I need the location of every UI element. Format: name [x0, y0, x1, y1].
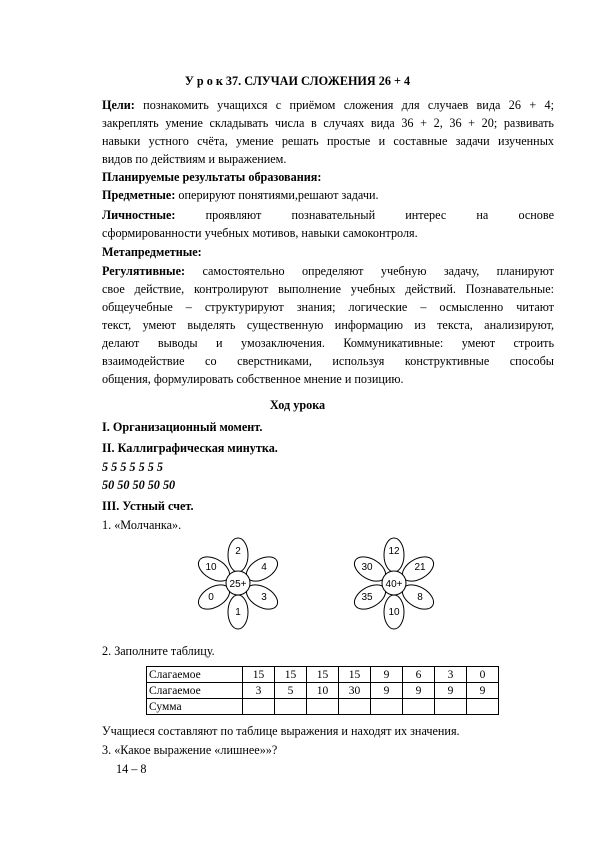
table-cell: 9 — [435, 683, 467, 699]
table-cell: 9 — [371, 683, 403, 699]
regulatory-line-7: общения, формулировать собственное мнение и позицию. — [102, 372, 404, 386]
goals-line-4: видов по действиям и выражением. — [102, 152, 287, 166]
addition-table — [146, 666, 499, 715]
flower1-petal-label-6: 10 — [205, 562, 217, 573]
goals-line-3: навыки устного счёта, умение решать простые и составные задачи изученных — [102, 134, 554, 148]
flower2-petal-label-3: 8 — [417, 592, 423, 603]
regulatory-line-2: свое действие, контролируют выполнение учебных действий. Познавательные: — [102, 282, 554, 296]
goals-label: Цели: — [102, 98, 135, 112]
regulatory-line-5: делают выводы и умозаключения. Коммуникативные: умеют строить — [102, 336, 554, 350]
flower1-center-label: 25+ — [229, 579, 247, 590]
personal-line-2: сформированности учебных мотивов, навыки самоконтроля. — [102, 226, 418, 240]
lesson-progress-heading: Ход урока — [269, 398, 326, 412]
table-row — [147, 683, 499, 699]
table-cell: 9 — [403, 683, 435, 699]
flower-diagram-2 — [349, 537, 439, 631]
flower2-petal-label-6: 30 — [361, 562, 373, 573]
flower2-center-label: 40+ — [385, 579, 403, 590]
flower2-petal-label-5: 35 — [361, 592, 373, 603]
section-1: I. Организационный момент. — [102, 420, 263, 434]
table-cell: 3 — [435, 667, 467, 683]
goals-line-2: закреплять умение складывать числа в случаях вида 36 + 2, 36 + 20; развивать — [102, 116, 554, 130]
expression-line: 14 – 8 — [116, 762, 147, 776]
regulatory-label: Регулятивные: — [102, 264, 186, 278]
table-row — [147, 667, 499, 683]
table-cell: 9 — [467, 683, 499, 699]
table-cell-empty — [243, 699, 275, 715]
table-cell: 15 — [275, 667, 307, 683]
personal-line-1 — [102, 208, 554, 222]
table-cell-empty — [275, 699, 307, 715]
meta-heading: Метапредметные: — [102, 245, 202, 259]
calligraphy-row-2: 50 50 50 50 50 — [102, 478, 176, 492]
table-row — [147, 699, 499, 715]
flower1-petal-label-2: 4 — [261, 562, 267, 573]
table-cell-empty — [403, 699, 435, 715]
table-cell: 10 — [307, 683, 339, 699]
goals-text-1: познакомить учащихся с приёмом сложения для случаев вида 26 + 4; — [143, 98, 555, 112]
table-cell: 6 — [403, 667, 435, 683]
table-cell: 15 — [339, 667, 371, 683]
regulatory-line-3: общеучебные – структурируют знания; логические – осмысленно читают — [102, 300, 554, 314]
task-2: 2. Заполните таблицу. — [102, 644, 215, 658]
table-row-label: Слагаемое — [147, 683, 243, 699]
table-cell: 0 — [467, 667, 499, 683]
subject-results — [102, 188, 379, 202]
goals-line-1 — [102, 98, 554, 112]
planned-results-heading: Планируемые результаты образования: — [102, 170, 322, 184]
table-cell: 9 — [371, 667, 403, 683]
task-1: 1. «Молчанка». — [102, 518, 182, 532]
table-row-label: Слагаемое — [147, 667, 243, 683]
section-2: II. Каллиграфическая минутка. — [102, 441, 278, 455]
subject-text: оперируют понятиями,решают задачи. — [178, 188, 379, 202]
table-cell-empty — [339, 699, 371, 715]
personal-label: Личностные: — [102, 208, 176, 222]
table-cell-empty — [467, 699, 499, 715]
flower2-petal-label-4: 10 — [388, 607, 400, 618]
table-cell-empty — [371, 699, 403, 715]
table-cell: 15 — [307, 667, 339, 683]
flower2-petal-label-1: 12 — [388, 546, 400, 557]
flower1-petal-label-1: 2 — [235, 546, 241, 557]
regulatory-text-1: самостоятельно определяют учебную задачу, планируют — [202, 264, 554, 278]
table-cell-empty — [307, 699, 339, 715]
task-3: 3. «Какое выражение «лишнее»»? — [102, 743, 278, 757]
table-cell: 15 — [243, 667, 275, 683]
table-cell: 30 — [339, 683, 371, 699]
regulatory-line-4: текст, умеют выделять существенную информацию из текста, анализируют, — [102, 318, 554, 332]
flower1-petal-label-3: 3 — [261, 592, 267, 603]
regulatory-line-6: взаимодействие со сверстниками, используя конструктивные способы — [102, 354, 554, 368]
flower1-petal-label-5: 0 — [208, 592, 214, 603]
personal-text-1: проявляют познавательный интерес на основе — [205, 208, 554, 222]
regulatory-line-1 — [102, 264, 554, 278]
flower2-petal-label-2: 21 — [414, 562, 426, 573]
subject-label: Предметные: — [102, 188, 176, 202]
section-3: III. Устный счет. — [102, 499, 194, 513]
table-cell: 5 — [275, 683, 307, 699]
flower1-petal-label-4: 1 — [235, 607, 241, 618]
flower-diagram-1 — [193, 537, 283, 631]
after-table-text: Учащиеся составляют по таблице выражения и находят их значения. — [102, 724, 460, 738]
table-cell: 3 — [243, 683, 275, 699]
table-cell-empty — [435, 699, 467, 715]
calligraphy-row-1: 5 5 5 5 5 5 5 — [102, 460, 163, 474]
table-row-label: Сумма — [147, 699, 243, 715]
lesson-title: У р о к 37. СЛУЧАИ СЛОЖЕНИЯ 26 + 4 — [184, 74, 411, 88]
